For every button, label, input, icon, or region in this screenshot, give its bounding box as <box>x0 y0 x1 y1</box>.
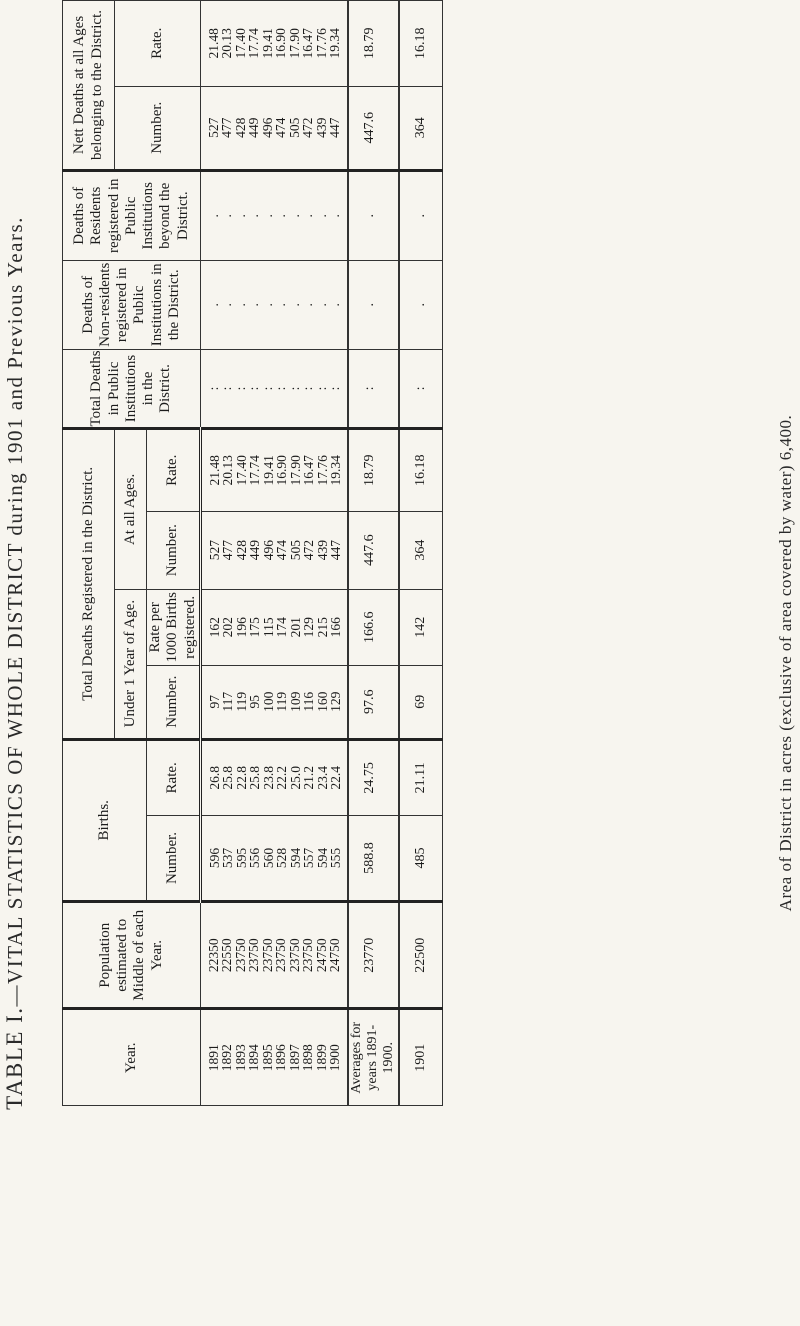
population-header: Population estimated to Middle of each Year. <box>63 901 201 1009</box>
population-1901: 22500 <box>412 937 428 973</box>
table-cell: . <box>286 303 302 307</box>
averages-label: Averages for years 1891-1900. <box>349 1021 397 1094</box>
table-cell: 1895 <box>259 1044 275 1072</box>
table-cell: 201 <box>287 617 303 638</box>
births-rate-1901: 21.11 <box>412 762 428 794</box>
avg-public-institutions: : <box>362 386 378 391</box>
table-cell: 17.74 <box>246 28 262 59</box>
table-cell: 119 <box>274 691 290 712</box>
table-cell: . <box>205 303 221 307</box>
table-cell: 556 <box>247 847 263 869</box>
table-cell: 439 <box>314 540 330 561</box>
table-cell: 129 <box>301 617 317 638</box>
total-deaths-header: Total Deaths Registered in the District. <box>63 428 115 739</box>
table-cell: . <box>219 214 235 218</box>
table-cell: 594 <box>314 847 330 869</box>
all-ages-header: At all Ages. <box>115 428 147 589</box>
under-1-rate-list <box>202 590 343 665</box>
table-cell: 19.41 <box>259 28 275 59</box>
table-cell: 19.41 <box>260 455 276 486</box>
data-block-1891-1900 <box>200 1 348 1106</box>
table-cell: 19.34 <box>327 28 343 59</box>
table-cell: 25.8 <box>220 766 236 790</box>
table-cell: 20.13 <box>219 28 235 59</box>
table-cell: . <box>205 214 221 218</box>
nett-deaths-header: Nett Deaths at all Ages belonging to the District. <box>63 1 115 171</box>
avg-nett-number: 447.6 <box>362 112 378 144</box>
table-cell: 428 <box>232 117 248 138</box>
table-cell: 16.90 <box>274 455 290 486</box>
table-cell: 23750 <box>300 938 316 973</box>
title-small: during 1901 and Previous Years. <box>3 216 27 536</box>
table-cell: 109 <box>287 691 303 712</box>
vital-statistics-table <box>62 0 443 1106</box>
table-cell: . <box>259 303 275 307</box>
under-1-header: Under 1 Year of Age. <box>115 589 147 739</box>
table-cell: 496 <box>260 540 276 561</box>
table-cell: . <box>232 214 248 218</box>
births-rate-list <box>202 741 343 815</box>
all-number-1901: 364 <box>412 539 428 561</box>
table-cell: 95 <box>247 694 263 709</box>
nett-number-1901: 364 <box>412 117 428 139</box>
table-cell: . <box>327 214 343 218</box>
under-1-number-1901: 69 <box>412 694 428 709</box>
table-cell: 22.4 <box>328 766 344 790</box>
table-cell: 21.2 <box>301 766 317 790</box>
all-ages-rate-header: Rate. <box>147 428 201 511</box>
table-cell: : <box>327 386 343 391</box>
table-cell: 1897 <box>286 1044 302 1072</box>
non-residents-list <box>201 261 342 349</box>
table-cell: : <box>232 386 248 391</box>
table-cell: . <box>259 214 275 218</box>
table-cell: 1891 <box>205 1044 221 1072</box>
table-cell: 162 <box>206 617 222 638</box>
table-cell: 17.40 <box>232 28 248 59</box>
non-residents-header: Deaths of Non-residents registered in Public Institutions in the District. <box>63 260 201 349</box>
averages-row <box>348 1 398 1106</box>
table-cell: . <box>313 214 329 218</box>
population-list <box>201 903 342 1008</box>
avg-nett-rate: 18.79 <box>362 27 378 60</box>
table-cell: 21.48 <box>205 28 221 59</box>
table-cell: 1892 <box>219 1044 235 1072</box>
table-cell: 25.8 <box>247 766 263 790</box>
table-cell: 17.90 <box>287 455 303 486</box>
births-rate-header: Rate. <box>147 739 201 815</box>
nett-number-header: Number. <box>115 86 201 170</box>
table-cell: 116 <box>301 691 317 712</box>
table-cell: 17.76 <box>313 28 329 59</box>
public-institutions-list <box>201 350 342 427</box>
table-cell: 17.74 <box>247 455 263 486</box>
table-cell: . <box>246 214 262 218</box>
table-cell: 100 <box>260 691 276 712</box>
table-cell: . <box>300 303 316 307</box>
table-cell: 16.47 <box>301 455 317 486</box>
table-cell: 160 <box>314 691 330 712</box>
table-cell: 20.13 <box>220 455 236 486</box>
table-cell: : <box>205 386 221 391</box>
avg-under-1-rate: 166.6 <box>362 611 378 644</box>
table-cell: 447 <box>327 117 343 138</box>
table-cell: 477 <box>220 540 236 561</box>
avg-under-1-number: 97.6 <box>362 689 378 714</box>
table-cell: : <box>246 386 262 391</box>
table-cell: 17.40 <box>233 455 249 486</box>
avg-births-number: 588.8 <box>362 842 378 874</box>
table-cell: 23.4 <box>314 766 330 790</box>
under-1-number-header: Number. <box>147 665 201 739</box>
all-ages-number-list <box>202 512 343 589</box>
table-cell: : <box>259 386 275 391</box>
table-cell: 595 <box>233 847 249 869</box>
table-cell: 202 <box>220 617 236 638</box>
table-cell: . <box>286 214 302 218</box>
table-cell: 596 <box>206 847 222 869</box>
table-cell: . <box>232 303 248 307</box>
table-cell: 174 <box>274 617 290 638</box>
table-cell: 16.47 <box>300 28 316 59</box>
table-cell: 196 <box>233 617 249 638</box>
table-cell: 21.48 <box>206 455 222 486</box>
table-cell: 117 <box>220 691 236 712</box>
table-cell: 594 <box>287 847 303 869</box>
nett-rate-list <box>201 1 342 86</box>
avg-births-rate: 24.75 <box>362 762 378 794</box>
table-cell: 447 <box>328 540 344 561</box>
table-cell: 1899 <box>313 1044 329 1072</box>
table-cell: 472 <box>300 117 316 138</box>
table-cell: . <box>300 214 316 218</box>
residents-beyond-header: Deaths of Residents registered in Public Institutions beyond the District. <box>63 170 201 260</box>
table-cell: 17.76 <box>314 455 330 486</box>
table-cell: 472 <box>301 540 317 561</box>
avg-residents-beyond: . <box>362 214 378 218</box>
residents-beyond-list <box>201 172 342 260</box>
table-cell: 1898 <box>300 1044 316 1072</box>
year-header: Year. <box>63 1009 201 1106</box>
table-cell: . <box>313 303 329 307</box>
table-cell: 1893 <box>232 1044 248 1072</box>
years-list <box>201 1010 342 1105</box>
table-cell: 26.8 <box>206 766 222 790</box>
table-cell: 97 <box>206 694 222 709</box>
table-cell: . <box>246 303 262 307</box>
table-cell: 477 <box>219 117 235 138</box>
area-note: Area of District in acres (exclusive of area covered by water) 6,400. <box>776 414 795 912</box>
table-cell: 560 <box>260 847 276 869</box>
avg-non-residents: . <box>362 303 378 307</box>
table-cell: 505 <box>286 117 302 138</box>
table-cell: 527 <box>205 117 221 138</box>
table-cell: 119 <box>233 691 249 712</box>
table-cell: . <box>219 303 235 307</box>
row-1901 <box>399 1 443 1106</box>
births-number-list <box>202 816 343 900</box>
table-cell: 439 <box>313 117 329 138</box>
table-cell: . <box>273 214 289 218</box>
table-cell: 496 <box>259 117 275 138</box>
table-cell: : <box>313 386 329 391</box>
table-cell: 505 <box>287 540 303 561</box>
table-cell: 528 <box>274 847 290 869</box>
table-cell: 25.0 <box>287 766 303 790</box>
table-cell: 23.8 <box>260 766 276 790</box>
table-cell: 537 <box>220 847 236 869</box>
table-cell: : <box>273 386 289 391</box>
table-cell: 23750 <box>259 938 275 973</box>
table-cell: 166 <box>328 617 344 638</box>
table-cell: 215 <box>314 617 330 638</box>
table-cell: 449 <box>246 117 262 138</box>
residents-beyond-1901: . <box>412 214 428 218</box>
avg-all-number: 447.6 <box>362 534 378 566</box>
table-cell: 474 <box>274 540 290 561</box>
table-cell: 474 <box>273 117 289 138</box>
births-header: Births. <box>63 739 147 901</box>
avg-population: 23770 <box>362 937 378 973</box>
table-cell: . <box>327 303 343 307</box>
non-residents-1901: . <box>412 303 428 307</box>
table-cell: 22.8 <box>233 766 249 790</box>
under-1-rate-header: Rate per 1000 Births registered. <box>147 589 201 665</box>
table-cell: 1896 <box>273 1044 289 1072</box>
table-cell: 22550 <box>219 938 235 973</box>
table-cell: 555 <box>328 847 344 869</box>
all-ages-number-header: Number. <box>147 511 201 589</box>
year-1901: 1901 <box>412 1043 428 1072</box>
table-cell: 1894 <box>246 1044 262 1072</box>
table-cell: 129 <box>328 691 344 712</box>
table-cell: 23750 <box>273 938 289 973</box>
table-cell: 557 <box>301 847 317 869</box>
table-cell: 23750 <box>246 938 262 973</box>
title-prefix: TABLE I. <box>2 1006 27 1110</box>
table-cell: 1900 <box>327 1044 343 1072</box>
all-ages-rate-list <box>202 430 343 511</box>
public-institutions-1901: : <box>412 386 428 391</box>
table-cell: : <box>219 386 235 391</box>
table-cell: 428 <box>233 540 249 561</box>
nett-number-list <box>201 87 342 169</box>
under-1-number-list <box>202 666 343 738</box>
births-number-1901: 485 <box>412 847 428 869</box>
title-main: —VITAL STATISTICS OF WHOLE DISTRICT <box>3 542 27 1007</box>
table-cell: : <box>286 386 302 391</box>
table-cell: 23750 <box>286 938 302 973</box>
table-cell: 22.2 <box>274 766 290 790</box>
table-cell: 17.90 <box>286 28 302 59</box>
page-title <box>2 0 28 1326</box>
table-cell: 16.90 <box>273 28 289 59</box>
under-1-rate-1901: 142 <box>412 616 428 638</box>
nett-rate-header: Rate. <box>115 1 201 87</box>
table-cell: 19.34 <box>328 455 344 486</box>
table-cell: 24750 <box>327 938 343 973</box>
table-cell: 24750 <box>313 938 329 973</box>
table-cell: 527 <box>206 540 222 561</box>
table-cell: 175 <box>247 617 263 638</box>
table-cell: 22350 <box>205 938 221 973</box>
table-cell: 23750 <box>232 938 248 973</box>
births-number-header: Number. <box>147 816 201 902</box>
table-cell: 115 <box>260 617 276 638</box>
all-rate-1901: 16.18 <box>412 454 428 487</box>
avg-all-rate: 18.79 <box>362 454 378 487</box>
public-institutions-header: Total Deaths in Public Institutions in the District. <box>63 349 201 428</box>
table-cell: : <box>300 386 316 391</box>
nett-rate-1901: 16.18 <box>412 27 428 60</box>
table-cell: . <box>273 303 289 307</box>
table-cell: 449 <box>247 540 263 561</box>
